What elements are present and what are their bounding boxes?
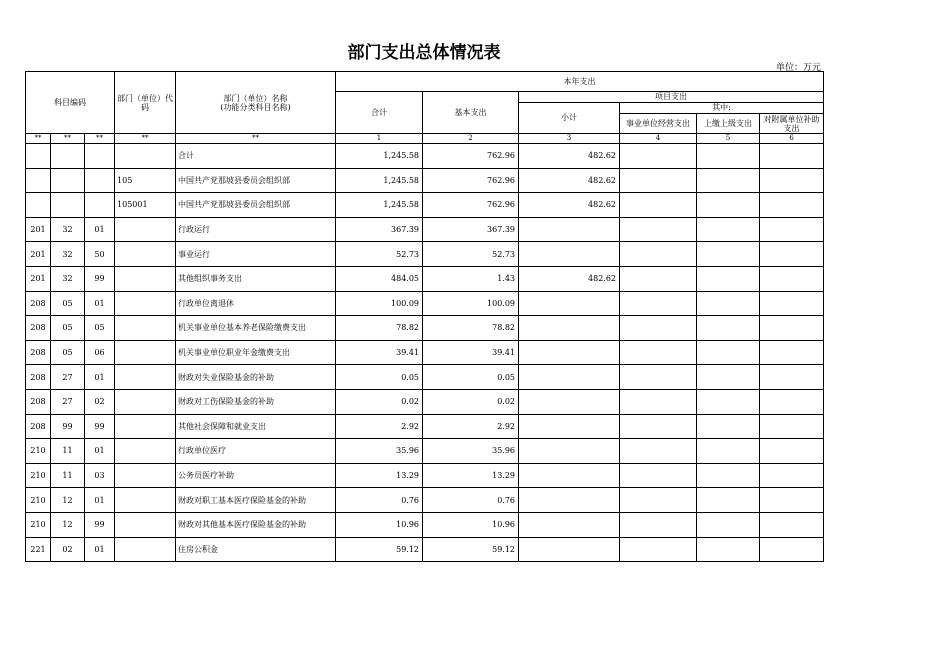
cell-project-subtotal <box>519 242 620 267</box>
cell-subsidy-affiliated <box>760 217 824 242</box>
table-row <box>26 266 824 291</box>
cell-basic: 0.05 <box>423 365 519 390</box>
cell-total: 59.12 <box>336 537 423 562</box>
cell-section: 32 <box>51 217 85 242</box>
star-cell: ** <box>51 134 85 144</box>
cell-remit-superior <box>697 389 760 414</box>
cell-business-ops <box>620 193 697 218</box>
cell-basic: 10.96 <box>423 512 519 537</box>
cell-dept-name: 行政运行 <box>176 217 336 242</box>
cell-item: 99 <box>85 414 115 439</box>
header-dept-name <box>176 72 336 134</box>
table-row <box>26 488 824 513</box>
unit-label: 单位：万元 <box>775 63 821 73</box>
star-cell: ** <box>115 134 176 144</box>
cell-basic: 0.02 <box>423 389 519 414</box>
cell-dept-code <box>115 537 176 562</box>
cell-item: 05 <box>85 316 115 341</box>
cell-business-ops <box>620 291 697 316</box>
cell-item: 01 <box>85 365 115 390</box>
star-cell: ** <box>176 134 336 144</box>
cell-subsidy-affiliated <box>760 242 824 267</box>
cell-section: 05 <box>51 340 85 365</box>
cell-item: 06 <box>85 340 115 365</box>
header-subsidy-affiliated: 对附属单位补助支出 <box>760 114 824 134</box>
cell-remit-superior <box>697 414 760 439</box>
table-row <box>26 316 824 341</box>
header-current-year: 本年支出 <box>336 72 824 92</box>
table-row <box>26 537 824 562</box>
cell-subsidy-affiliated <box>760 266 824 291</box>
header-basic: 基本支出 <box>423 92 519 134</box>
cell-dept-code: 105001 <box>115 193 176 218</box>
cell-section: 32 <box>51 266 85 291</box>
cell-dept-name: 机关事业单位职业年金缴费支出 <box>176 340 336 365</box>
cell-remit-superior <box>697 291 760 316</box>
header-project: 项目支出 <box>519 92 824 103</box>
cell-remit-superior <box>697 537 760 562</box>
table-row <box>26 340 824 365</box>
cell-class: 210 <box>26 488 51 513</box>
cell-basic: 367.39 <box>423 217 519 242</box>
table-row <box>26 193 824 218</box>
cell-subsidy-affiliated <box>760 291 824 316</box>
cell-remit-superior <box>697 365 760 390</box>
cell-class: 210 <box>26 512 51 537</box>
cell-business-ops <box>620 144 697 169</box>
col-num: 2 <box>423 134 519 144</box>
cell-remit-superior <box>697 266 760 291</box>
cell-item: 99 <box>85 266 115 291</box>
cell-project-subtotal <box>519 389 620 414</box>
cell-dept-code <box>115 242 176 267</box>
cell-total: 0.05 <box>336 365 423 390</box>
cell-business-ops <box>620 242 697 267</box>
cell-subsidy-affiliated <box>760 439 824 464</box>
cell-remit-superior <box>697 193 760 218</box>
cell-project-subtotal <box>519 316 620 341</box>
cell-business-ops <box>620 316 697 341</box>
cell-remit-superior <box>697 340 760 365</box>
cell-class: 208 <box>26 316 51 341</box>
cell-class: 208 <box>26 291 51 316</box>
cell-basic: 59.12 <box>423 537 519 562</box>
cell-total: 1,245.58 <box>336 193 423 218</box>
cell-class <box>26 193 51 218</box>
cell-section: 11 <box>51 439 85 464</box>
cell-business-ops <box>620 463 697 488</box>
cell-class: 208 <box>26 414 51 439</box>
cell-dept-code <box>115 439 176 464</box>
cell-subsidy-affiliated <box>760 168 824 193</box>
cell-remit-superior <box>697 168 760 193</box>
cell-dept-code <box>115 266 176 291</box>
cell-project-subtotal <box>519 414 620 439</box>
cell-total: 13.29 <box>336 463 423 488</box>
cell-item: 01 <box>85 439 115 464</box>
cell-basic: 2.92 <box>423 414 519 439</box>
cell-remit-superior <box>697 217 760 242</box>
cell-basic: 35.96 <box>423 439 519 464</box>
cell-dept-code <box>115 389 176 414</box>
cell-project-subtotal <box>519 291 620 316</box>
cell-remit-superior <box>697 512 760 537</box>
cell-project-subtotal: 482.62 <box>519 266 620 291</box>
cell-project-subtotal <box>519 488 620 513</box>
col-num: 4 <box>620 134 697 144</box>
cell-basic: 0.76 <box>423 488 519 513</box>
cell-dept-name: 中国共产党那坡县委员会组织部 <box>176 168 336 193</box>
cell-total: 0.02 <box>336 389 423 414</box>
header-of-which: 其中: <box>620 103 824 114</box>
cell-dept-code <box>115 414 176 439</box>
table-row <box>26 242 824 267</box>
cell-project-subtotal <box>519 217 620 242</box>
cell-total: 367.39 <box>336 217 423 242</box>
cell-subsidy-affiliated <box>760 512 824 537</box>
cell-total: 52.73 <box>336 242 423 267</box>
cell-dept-name: 中国共产党那坡县委员会组织部 <box>176 193 336 218</box>
cell-remit-superior <box>697 242 760 267</box>
cell-dept-name: 财政对其他基本医疗保险基金的补助 <box>176 512 336 537</box>
cell-class <box>26 144 51 169</box>
cell-section: 02 <box>51 537 85 562</box>
cell-class: 201 <box>26 242 51 267</box>
col-num: 1 <box>336 134 423 144</box>
cell-subsidy-affiliated <box>760 414 824 439</box>
cell-dept-code <box>115 144 176 169</box>
cell-total: 1,245.58 <box>336 144 423 169</box>
cell-dept-name: 事业运行 <box>176 242 336 267</box>
cell-class: 210 <box>26 463 51 488</box>
cell-subsidy-affiliated <box>760 340 824 365</box>
cell-total: 10.96 <box>336 512 423 537</box>
cell-dept-name: 其他社会保障和就业支出 <box>176 414 336 439</box>
header-dept-name-line1: 部门（单位）名称 <box>223 93 288 103</box>
cell-item: 03 <box>85 463 115 488</box>
table-row <box>26 389 824 414</box>
cell-subsidy-affiliated <box>760 389 824 414</box>
cell-business-ops <box>620 389 697 414</box>
cell-item <box>85 144 115 169</box>
cell-subsidy-affiliated <box>760 316 824 341</box>
cell-remit-superior <box>697 316 760 341</box>
cell-business-ops <box>620 217 697 242</box>
cell-dept-name: 合计 <box>176 144 336 169</box>
cell-business-ops <box>620 512 697 537</box>
cell-item: 01 <box>85 291 115 316</box>
cell-class: 208 <box>26 389 51 414</box>
cell-dept-code <box>115 463 176 488</box>
cell-dept-code <box>115 365 176 390</box>
cell-subsidy-affiliated <box>760 463 824 488</box>
header-subject-code: 科目编码 <box>26 72 115 134</box>
cell-business-ops <box>620 537 697 562</box>
table-row <box>26 463 824 488</box>
cell-basic: 39.41 <box>423 340 519 365</box>
cell-subsidy-affiliated <box>760 193 824 218</box>
cell-section: 05 <box>51 316 85 341</box>
cell-basic: 1.43 <box>423 266 519 291</box>
table-body <box>26 144 824 562</box>
cell-business-ops <box>620 414 697 439</box>
cell-remit-superior <box>697 439 760 464</box>
cell-business-ops <box>620 340 697 365</box>
cell-total: 0.76 <box>336 488 423 513</box>
cell-item: 01 <box>85 488 115 513</box>
cell-project-subtotal <box>519 463 620 488</box>
cell-subsidy-affiliated <box>760 365 824 390</box>
cell-section: 27 <box>51 365 85 390</box>
cell-section: 32 <box>51 242 85 267</box>
cell-remit-superior <box>697 463 760 488</box>
cell-business-ops <box>620 365 697 390</box>
cell-section <box>51 144 85 169</box>
table-row <box>26 439 824 464</box>
cell-basic: 13.29 <box>423 463 519 488</box>
cell-section: 12 <box>51 512 85 537</box>
star-cell: ** <box>26 134 51 144</box>
cell-section: 99 <box>51 414 85 439</box>
table-row <box>26 144 824 169</box>
cell-total: 39.41 <box>336 340 423 365</box>
cell-dept-name: 其他组织事务支出 <box>176 266 336 291</box>
cell-project-subtotal: 482.62 <box>519 144 620 169</box>
cell-business-ops <box>620 168 697 193</box>
header-dept-name-line2: (功能分类科目名称) <box>220 102 291 112</box>
cell-business-ops <box>620 488 697 513</box>
cell-project-subtotal <box>519 537 620 562</box>
cell-section <box>51 168 85 193</box>
table-row <box>26 291 824 316</box>
cell-item: 01 <box>85 537 115 562</box>
cell-class: 208 <box>26 365 51 390</box>
table-row <box>26 512 824 537</box>
cell-project-subtotal <box>519 439 620 464</box>
cell-class: 210 <box>26 439 51 464</box>
cell-subsidy-affiliated <box>760 488 824 513</box>
cell-class: 208 <box>26 340 51 365</box>
cell-basic: 100.09 <box>423 291 519 316</box>
cell-remit-superior <box>697 144 760 169</box>
cell-item: 02 <box>85 389 115 414</box>
cell-basic: 52.73 <box>423 242 519 267</box>
cell-total: 1,245.58 <box>336 168 423 193</box>
cell-basic: 762.96 <box>423 144 519 169</box>
cell-item: 99 <box>85 512 115 537</box>
cell-dept-code <box>115 512 176 537</box>
cell-project-subtotal: 482.62 <box>519 168 620 193</box>
header-remit-superior: 上缴上级支出 <box>697 114 760 134</box>
cell-basic: 762.96 <box>423 193 519 218</box>
cell-class: 201 <box>26 266 51 291</box>
cell-class: 201 <box>26 217 51 242</box>
cell-total: 2.92 <box>336 414 423 439</box>
header-total: 合计 <box>336 92 423 134</box>
col-num: 3 <box>519 134 620 144</box>
cell-section: 12 <box>51 488 85 513</box>
cell-class: 221 <box>26 537 51 562</box>
cell-section: 05 <box>51 291 85 316</box>
cell-dept-code <box>115 316 176 341</box>
cell-subsidy-affiliated <box>760 537 824 562</box>
cell-remit-superior <box>697 488 760 513</box>
cell-basic: 78.82 <box>423 316 519 341</box>
cell-section <box>51 193 85 218</box>
cell-total: 35.96 <box>336 439 423 464</box>
cell-total: 78.82 <box>336 316 423 341</box>
cell-business-ops <box>620 266 697 291</box>
col-num: 6 <box>760 134 824 144</box>
cell-class <box>26 168 51 193</box>
cell-item: 01 <box>85 217 115 242</box>
cell-item <box>85 193 115 218</box>
cell-section: 11 <box>51 463 85 488</box>
table-row <box>26 414 824 439</box>
cell-dept-name: 行政单位离退休 <box>176 291 336 316</box>
cell-dept-name: 行政单位医疗 <box>176 439 336 464</box>
cell-item: 50 <box>85 242 115 267</box>
table-row <box>26 217 824 242</box>
cell-project-subtotal: 482.62 <box>519 193 620 218</box>
table-row <box>26 168 824 193</box>
cell-total: 484.05 <box>336 266 423 291</box>
cell-subsidy-affiliated <box>760 144 824 169</box>
header-dept-code: 部门（单位）代码 <box>115 72 176 134</box>
cell-dept-name: 财政对失业保险基金的补助 <box>176 365 336 390</box>
cell-basic: 762.96 <box>423 168 519 193</box>
cell-item <box>85 168 115 193</box>
cell-dept-code <box>115 291 176 316</box>
page-title: 部门支出总体情况表 <box>347 43 501 63</box>
cell-dept-name: 住房公积金 <box>176 537 336 562</box>
cell-total: 100.09 <box>336 291 423 316</box>
cell-project-subtotal <box>519 365 620 390</box>
cell-dept-code: 105 <box>115 168 176 193</box>
header-business-ops: 事业单位经营支出 <box>620 114 697 134</box>
cell-dept-name: 财政对职工基本医疗保险基金的补助 <box>176 488 336 513</box>
cell-business-ops <box>620 439 697 464</box>
cell-dept-name: 公务员医疗补助 <box>176 463 336 488</box>
cell-dept-code <box>115 217 176 242</box>
col-num: 5 <box>697 134 760 144</box>
cell-dept-code <box>115 488 176 513</box>
expenditure-table <box>25 71 824 562</box>
header-subtotal: 小计 <box>519 103 620 134</box>
cell-dept-name: 机关事业单位基本养老保险缴费支出 <box>176 316 336 341</box>
cell-project-subtotal <box>519 340 620 365</box>
star-cell: ** <box>85 134 115 144</box>
cell-dept-code <box>115 340 176 365</box>
cell-project-subtotal <box>519 512 620 537</box>
cell-section: 27 <box>51 389 85 414</box>
cell-dept-name: 财政对工伤保险基金的补助 <box>176 389 336 414</box>
table-row <box>26 365 824 390</box>
